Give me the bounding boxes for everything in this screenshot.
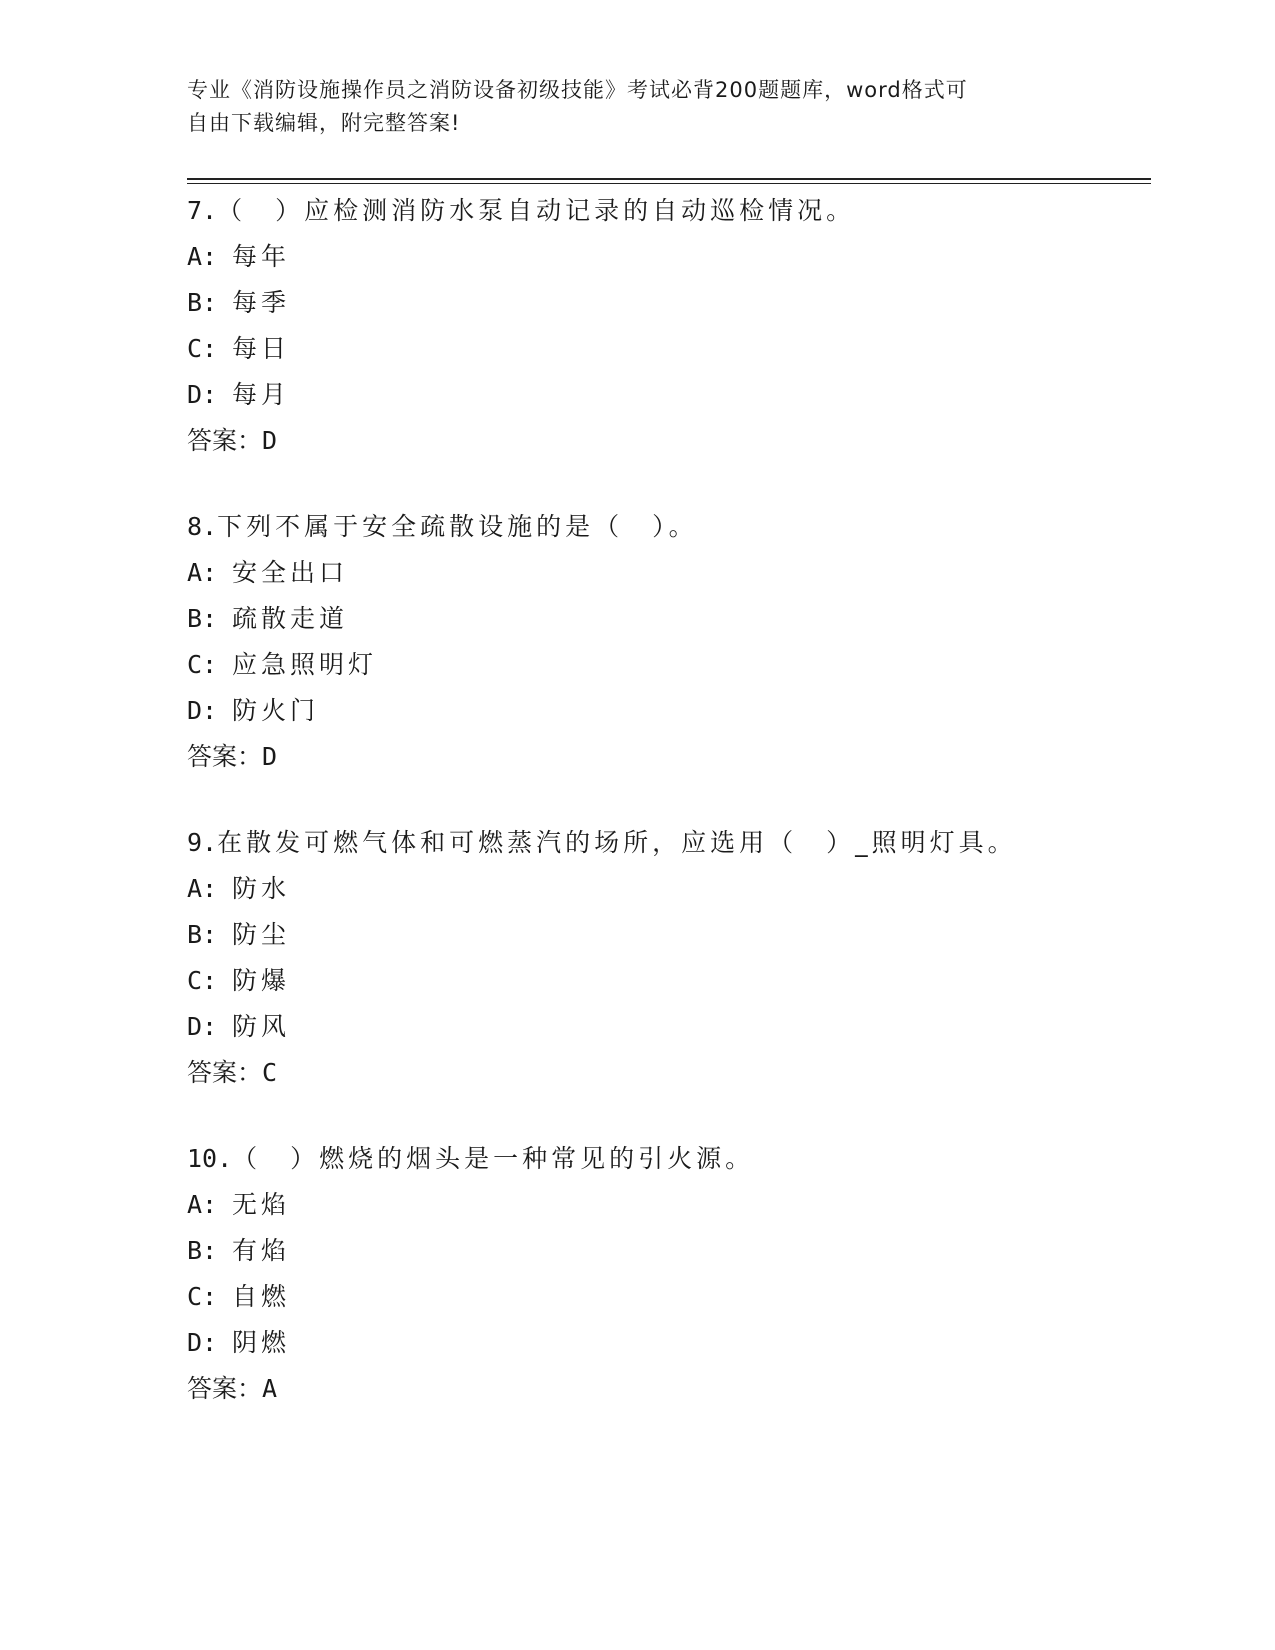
option-letter: B: (187, 288, 218, 317)
question-number: 8. (187, 512, 218, 541)
answer-value: D (262, 742, 278, 771)
option-text: 防火门 (232, 696, 320, 725)
option-letter: A: (187, 558, 218, 587)
option-a (187, 234, 1147, 280)
question-8 (187, 504, 1147, 780)
answer-label: 答案： (187, 1058, 263, 1087)
option-text: 每日 (232, 334, 291, 363)
answer-line (187, 418, 1147, 464)
answer-value: A (262, 1374, 278, 1403)
question-text: （ ）应检测消防水泵自动记录的自动巡检情况。 (217, 196, 856, 225)
option-text: 防尘 (232, 920, 291, 949)
answer-line (187, 1050, 1147, 1096)
option-letter: A: (187, 242, 218, 271)
option-letter: D: (187, 1012, 218, 1041)
question-number: 10. (187, 1144, 233, 1173)
option-text: 每月 (232, 380, 291, 409)
question-number: 9. (187, 828, 218, 857)
option-text: 防爆 (232, 966, 291, 995)
option-text: 无焰 (232, 1190, 291, 1219)
option-letter: B: (187, 604, 218, 633)
option-letter: A: (187, 1190, 218, 1219)
option-d (187, 688, 1147, 734)
option-a (187, 1182, 1147, 1228)
option-letter: D: (187, 1328, 218, 1357)
option-a (187, 550, 1147, 596)
document-header (187, 74, 1087, 140)
option-letter: C: (187, 1282, 218, 1311)
option-letter: C: (187, 650, 218, 679)
option-text: 自燃 (232, 1282, 291, 1311)
option-text: 疏散走道 (232, 604, 349, 633)
header-divider-thin (187, 183, 1151, 184)
option-text: 每年 (232, 242, 291, 271)
option-d (187, 1320, 1147, 1366)
answer-label: 答案： (187, 426, 263, 455)
question-9 (187, 820, 1147, 1096)
option-letter: C: (187, 966, 218, 995)
question-stem (187, 504, 1147, 550)
option-text: 防水 (232, 874, 291, 903)
option-text: 每季 (232, 288, 291, 317)
question-stem (187, 1136, 1147, 1182)
question-text: （ ）燃烧的烟头是一种常见的引火源。 (232, 1144, 755, 1173)
question-stem (187, 820, 1147, 866)
option-letter: D: (187, 696, 218, 725)
option-text: 阴燃 (232, 1328, 291, 1357)
option-letter: D: (187, 380, 218, 409)
question-text: 在散发可燃气体和可燃蒸汽的场所，应选用（ ）_照明灯具。 (217, 828, 1017, 857)
option-b (187, 1228, 1147, 1274)
option-letter: A: (187, 874, 218, 903)
option-letter: B: (187, 1236, 218, 1265)
option-a (187, 866, 1147, 912)
option-b (187, 912, 1147, 958)
answer-label: 答案： (187, 742, 263, 771)
option-letter: C: (187, 334, 218, 363)
option-c (187, 1274, 1147, 1320)
header-line-2: 自由下载编辑，附完整答案! (187, 111, 461, 135)
answer-line (187, 1366, 1147, 1412)
option-text: 安全出口 (232, 558, 349, 587)
answer-value: D (262, 426, 278, 455)
question-number: 7. (187, 196, 218, 225)
option-d (187, 372, 1147, 418)
option-c (187, 958, 1147, 1004)
header-line-1: 专业《消防设施操作员之消防设备初级技能》考试必背200题题库，word格式可 (187, 78, 968, 102)
question-10 (187, 1136, 1147, 1412)
question-stem (187, 188, 1147, 234)
question-text: 下列不属于安全疏散设施的是（ ）。 (217, 512, 698, 541)
question-7 (187, 188, 1147, 464)
option-c (187, 326, 1147, 372)
option-text: 有焰 (232, 1236, 291, 1265)
option-b (187, 596, 1147, 642)
answer-line (187, 734, 1147, 780)
option-text: 防风 (232, 1012, 291, 1041)
answer-value: C (262, 1058, 278, 1087)
option-c (187, 642, 1147, 688)
option-letter: B: (187, 920, 218, 949)
option-b (187, 280, 1147, 326)
option-text: 应急照明灯 (232, 650, 378, 679)
answer-label: 答案： (187, 1374, 263, 1403)
option-d (187, 1004, 1147, 1050)
header-divider-thick (187, 178, 1151, 180)
